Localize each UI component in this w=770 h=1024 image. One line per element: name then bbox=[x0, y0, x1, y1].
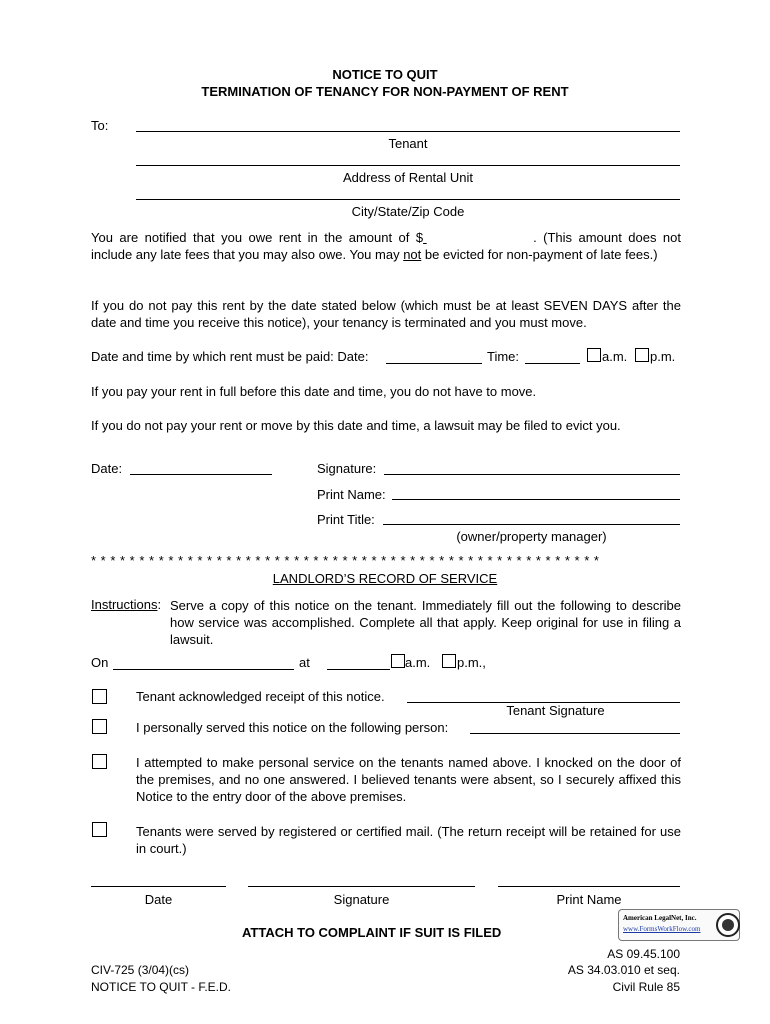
server-date-caption: Date bbox=[144, 892, 173, 907]
service-time-field[interactable] bbox=[327, 669, 390, 670]
legalnet-badge bbox=[618, 909, 740, 941]
tenant-signature-caption: Tenant Signature bbox=[506, 703, 605, 718]
city-line[interactable] bbox=[136, 199, 680, 200]
mail-service-text: Tenants were served by registered or certified mail. (The return receipt will be retained for use in court.) bbox=[136, 824, 681, 856]
tenant-name-line[interactable] bbox=[136, 131, 680, 132]
server-date-field[interactable] bbox=[91, 886, 226, 887]
date-field[interactable] bbox=[130, 474, 272, 475]
server-signature-caption: Signature bbox=[333, 892, 390, 907]
city-caption: City/State/Zip Code bbox=[351, 204, 465, 219]
on-label: On bbox=[91, 655, 109, 670]
owner-caption: (owner/property manager) bbox=[456, 529, 607, 544]
server-print-name-caption: Print Name bbox=[556, 892, 622, 907]
deadline-label: Date and time by which rent must be paid: Date: bbox=[91, 349, 369, 364]
print-name-label: Print Name: bbox=[317, 487, 386, 502]
print-title-field[interactable] bbox=[383, 524, 680, 525]
signature-label: Signature: bbox=[317, 461, 377, 476]
served-person-field[interactable] bbox=[470, 733, 680, 734]
instructions-label-wrap bbox=[91, 597, 161, 612]
personally-served-checkbox[interactable] bbox=[92, 719, 107, 734]
address-line[interactable] bbox=[136, 165, 680, 166]
instructions-label: Instructions bbox=[91, 597, 158, 612]
rule-ref: Civil Rule 85 bbox=[612, 980, 680, 994]
attach-notice: ATTACH TO COMPLAINT IF SUIT IS FILED bbox=[242, 925, 502, 940]
print-title-label: Print Title: bbox=[317, 512, 375, 527]
personally-served-text: I personally served this notice on the following person: bbox=[136, 720, 449, 735]
address-caption: Address of Rental Unit bbox=[342, 170, 474, 185]
service-pm-checkbox[interactable] bbox=[442, 654, 456, 668]
deadline-date-field[interactable] bbox=[386, 363, 482, 364]
server-print-name-field[interactable] bbox=[498, 886, 680, 887]
posted-notice-checkbox[interactable] bbox=[92, 754, 107, 769]
service-am-checkbox[interactable] bbox=[391, 654, 405, 668]
to-label: To: bbox=[91, 118, 109, 133]
deadline-pm-checkbox[interactable] bbox=[635, 348, 649, 362]
server-signature-field[interactable] bbox=[248, 886, 475, 887]
time-label: Time: bbox=[487, 349, 520, 364]
statute-ref-1: AS 09.45.100 bbox=[607, 947, 680, 961]
rent-owed-text-a: You are notified that you owe rent in the amount of $ bbox=[91, 230, 424, 245]
instructions-colon: : bbox=[157, 597, 162, 612]
pay-in-full-text: If you pay your rent in full before this date and time, you do not have to move. bbox=[91, 384, 537, 399]
rent-owed-paragraph bbox=[91, 229, 681, 263]
service-heading: LANDLORD’S RECORD OF SERVICE bbox=[272, 571, 498, 586]
deadline-am-checkbox[interactable] bbox=[587, 348, 601, 362]
deadline-am-label: a.m. bbox=[602, 349, 628, 364]
rent-owed-text-b: . (This amount does not include any late fees that you may also owe. You may bbox=[91, 230, 681, 262]
lawsuit-warning-text: If you do not pay your rent or move by this date and time, a lawsuit may be filed to evict you. bbox=[91, 418, 621, 433]
instructions-text: Serve a copy of this notice on the tenant. Immediately fill out the following to describe how service was accomplished. Complete all that apply. Keep original for use in filing a lawsuit. bbox=[170, 598, 681, 647]
mail-service-checkbox[interactable] bbox=[92, 822, 107, 837]
legalnet-url[interactable]: www.FormsWorkFlow.com bbox=[623, 925, 701, 933]
signature-field[interactable] bbox=[384, 474, 680, 475]
document-subtitle: TERMINATION OF TENANCY FOR NON-PAYMENT OF RENT bbox=[201, 84, 569, 99]
rent-amount-field[interactable] bbox=[423, 229, 533, 246]
service-date-field[interactable] bbox=[113, 669, 294, 670]
tenant-caption: Tenant bbox=[388, 136, 428, 151]
posted-notice-text: I attempted to make personal service on the tenants named above. I knocked on the door of the premises, and no one answered. I believed tenants were absent, so I securely affixed this Notice to the entry door of the above premises. bbox=[136, 755, 681, 804]
acknowledged-checkbox[interactable] bbox=[92, 689, 107, 704]
rent-owed-text-c: be evicted for non-payment of late fees.) bbox=[421, 247, 658, 262]
service-am-label: a.m. bbox=[405, 655, 431, 670]
separator-stars: * * * * * * * * * * * * * * * * * * * * * * * * * * * * * * * * * * * * * * * * * * * * * * * * * * * * * bbox=[91, 553, 600, 568]
form-name: NOTICE TO QUIT - F.E.D. bbox=[91, 980, 232, 994]
form-id: CIV-725 (3/04)(cs) bbox=[91, 963, 190, 977]
document-title: NOTICE TO QUIT bbox=[332, 67, 438, 82]
not-emphasis: not bbox=[403, 247, 422, 262]
legalnet-logo-icon bbox=[716, 913, 740, 937]
legalnet-name: American LegalNet, Inc. bbox=[623, 914, 697, 922]
service-pm-label: p.m., bbox=[457, 655, 486, 670]
deadline-time-field[interactable] bbox=[525, 363, 580, 364]
date-label: Date: bbox=[91, 461, 123, 476]
at-label: at bbox=[299, 655, 310, 670]
print-name-field[interactable] bbox=[392, 499, 680, 500]
acknowledged-text: Tenant acknowledged receipt of this notice. bbox=[136, 689, 385, 704]
statute-ref-2: AS 34.03.010 et seq. bbox=[567, 963, 680, 977]
seven-days-paragraph: If you do not pay this rent by the date stated below (which must be at least SEVEN DAYS after the date and time you receive this notice), your tenancy is terminated and you must move. bbox=[91, 298, 681, 330]
deadline-pm-label: p.m. bbox=[650, 349, 676, 364]
